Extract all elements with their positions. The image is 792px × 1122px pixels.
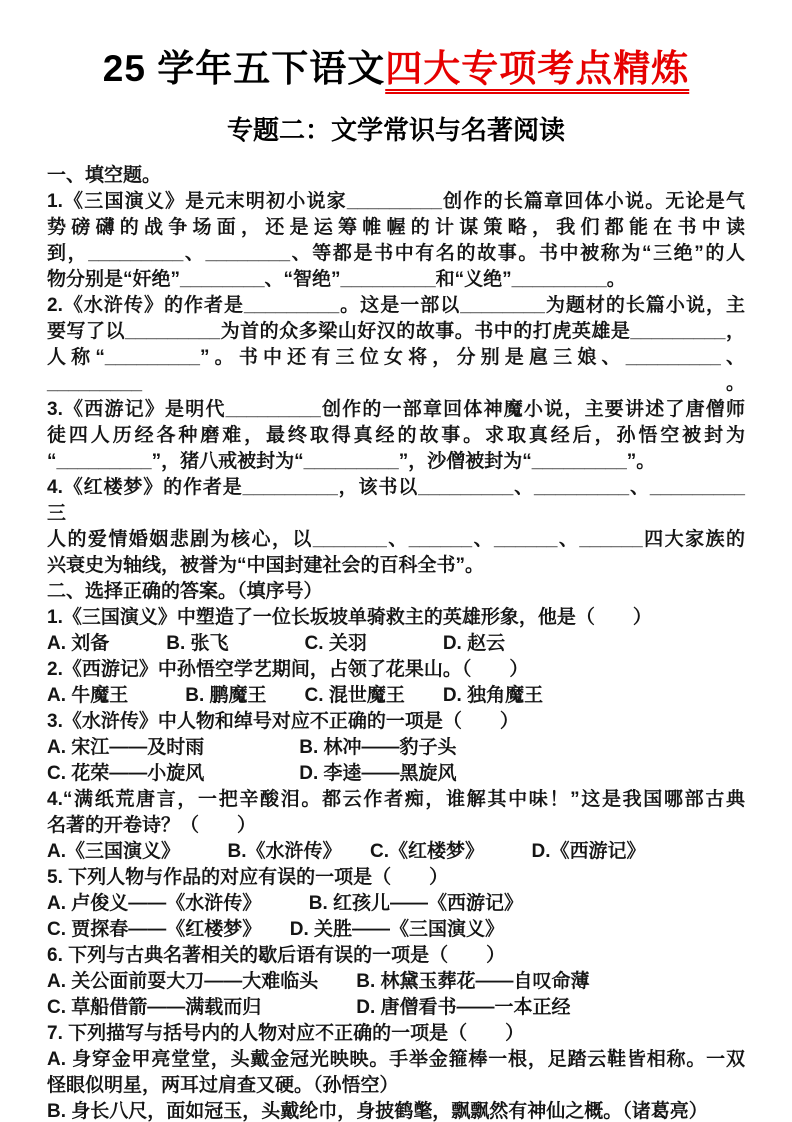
section1-heading: 一、填空题。 xyxy=(47,165,162,187)
title-prefix: 25 学年五下语文 xyxy=(102,48,386,89)
title-highlight: 四大专项考点精炼 xyxy=(385,48,690,89)
fillq1-line1: 1.《三国演义》是元末明初小说家_________创作的长篇章回体小说。无论是气 xyxy=(47,191,745,213)
choiceq7-option-b: B. 身长八尺，面如冠玉，头戴纶巾，身披鹤氅，飘飘然有神仙之概。（诸葛亮） xyxy=(47,1101,708,1122)
choiceq1-options: A. 刘备 B. 张飞 C. 关羽 D. 赵云 xyxy=(47,633,506,655)
choiceq3-options-ab: A. 宋江——及时雨 B. 林冲——豹子头 xyxy=(47,737,457,759)
choiceq1-stem: 1.《三国演义》中塑造了一位长坂坡单骑救主的英雄形象，他是（ ） xyxy=(47,607,652,629)
fillq2-line1: 2.《水浒传》的作者是_________。这是一部以________为题材的长篇小说，主 xyxy=(47,295,745,317)
choiceq4-stem-line2: 名著的开卷诗？（ ） xyxy=(47,815,257,837)
choiceq5-options-ab: A. 卢俊义——《水浒传》 B. 红孩儿——《西游记》 xyxy=(47,893,524,915)
fillq1-line3: 到，_________、________、等都是书中有名的故事。书中被称为“三绝”的人 xyxy=(47,243,745,265)
page-subtitle: 专题二：文学常识与名著阅读 xyxy=(226,115,565,146)
fillq4-line1: 4.《红楼梦》的作者是_________，该书以_________、_________、_________三 xyxy=(47,477,745,525)
fillq3-line1: 3.《西游记》是明代_________创作的一部章回体神魔小说，主要讲述了唐僧师 xyxy=(47,399,745,421)
choiceq7-option-a-line1: A. 身穿金甲亮堂堂，头戴金冠光映映。手举金箍棒一根，足踏云鞋皆相称。一双 xyxy=(47,1049,745,1071)
fillq4-line2: 人的爱情婚姻悲剧为核心，以_______、______、______、______四大家族的 xyxy=(47,529,745,551)
choiceq5-options-cd: C. 贾探春——《红楼梦》 D. 关胜——《三国演义》 xyxy=(47,919,505,941)
choiceq4-stem-line1: 4.“满纸荒唐言，一把辛酸泪。都云作者痴，谁解其中味！”这是我国哪部古典 xyxy=(47,789,745,811)
fillq3-line3: “_________”，猪八戒被封为“_________”，沙僧被封为“_________”。 xyxy=(47,451,656,473)
choiceq6-stem: 6. 下列与古典名著相关的歇后语有误的一项是（ ） xyxy=(47,945,506,967)
fillq2-line2: 要写了以_________为首的众多梁山好汉的故事。书中的打虎英雄是_________， xyxy=(47,321,745,343)
choiceq3-options-cd: C. 花荣——小旋风 D. 李逵——黑旋风 xyxy=(47,763,457,785)
worksheet-body xyxy=(47,163,745,1122)
fillq3-line2: 徒四人历经各种磨难，最终取得真经的故事。求取真经后，孙悟空被封为 xyxy=(47,425,745,447)
fillq2-line3: 人称“_________”。书中还有三位女将，分别是扈三娘、_________、_________。 xyxy=(47,347,745,395)
choiceq6-options-cd: C. 草船借箭——满载而归 D. 唐僧看书——一本正经 xyxy=(47,997,571,1019)
choiceq5-stem: 5. 下列人物与作品的对应有误的一项是（ ） xyxy=(47,867,449,889)
fillq1-line4: 物分别是“奸绝”________、“智绝”_________和“义绝”_________。 xyxy=(47,269,626,291)
choiceq4-options: A.《三国演义》 B.《水浒传》 C.《红楼梦》 D.《西游记》 xyxy=(47,841,646,863)
choiceq6-options-ab: A. 关公面前耍大刀——大难临头 B. 林黛玉葬花——自叹命薄 xyxy=(47,971,590,993)
page-title xyxy=(0,46,792,92)
section2-heading: 二、选择正确的答案。（填序号） xyxy=(47,581,323,603)
choiceq2-stem: 2.《西游记》中孙悟空学艺期间，占领了花果山。（ ） xyxy=(47,659,529,681)
choiceq7-option-a-line2: 怪眼似明星，两耳过肩查又硬。（孙悟空） xyxy=(47,1075,399,1097)
fillq1-line2: 势磅礴的战争场面，还是运筹帷幄的计谋策略，我们都能在书中读 xyxy=(47,217,745,239)
choiceq2-options: A. 牛魔王 B. 鹏魔王 C. 混世魔王 D. 独角魔王 xyxy=(47,685,544,707)
fillq4-line3: 兴衰史为轴线，被誉为“中国封建社会的百科全书”。 xyxy=(47,555,485,577)
choiceq7-stem: 7. 下列描写与括号内的人物对应不正确的一项是（ ） xyxy=(47,1023,525,1045)
choiceq3-stem: 3.《水浒传》中人物和绰号对应不正确的一项是（ ） xyxy=(47,711,519,733)
